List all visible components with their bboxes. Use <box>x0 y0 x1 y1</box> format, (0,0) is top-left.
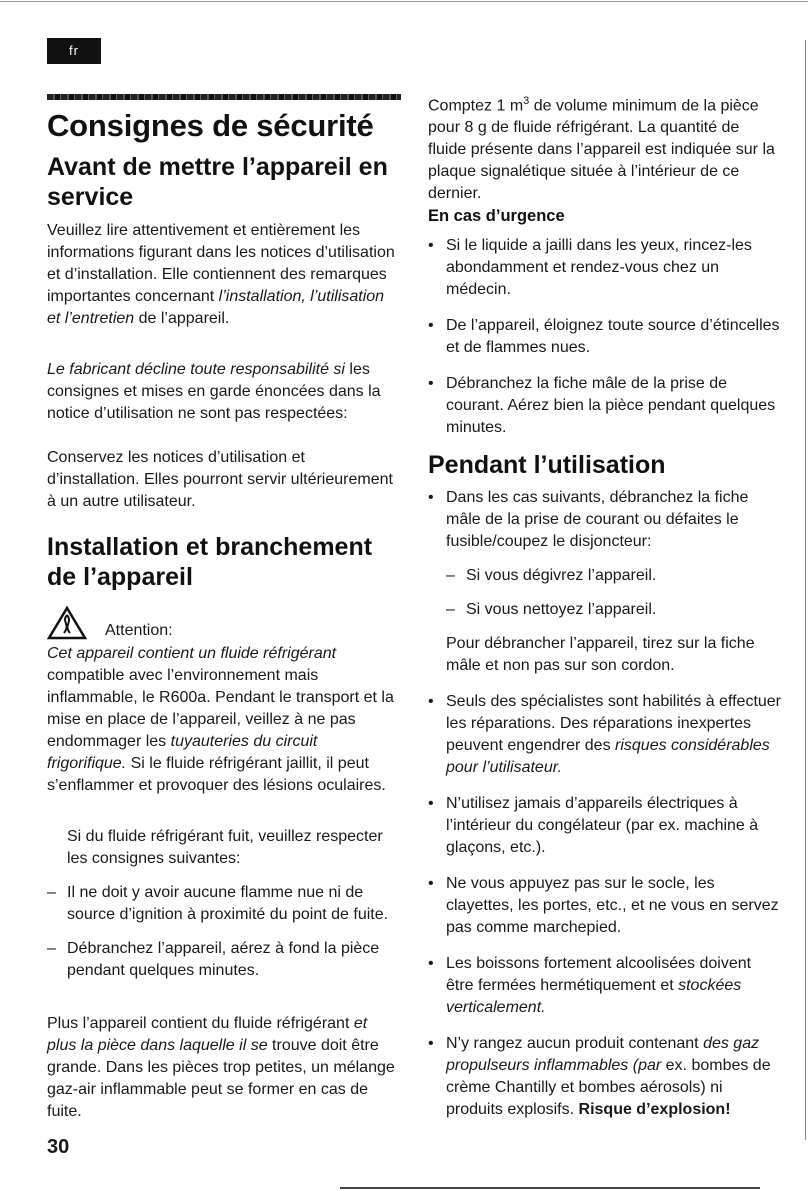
scan-edge-top <box>0 1 808 2</box>
list-item: • N’utilisez jamais d’appareils électriques à l’intérieur du congélateur (par ex. machine à glaçons, etc.). <box>428 793 782 859</box>
heading-emergency: En cas d’urgence <box>428 207 565 225</box>
unplug-note: Pour débrancher l’appareil, tirez sur la fiche mâle et non pas sur son cordon. <box>446 635 755 674</box>
emergency-list <box>428 235 782 453</box>
page-title: Consignes de sécurité <box>47 108 374 143</box>
liability-paragraph: Le fabricant décline toute responsabilité si les consignes et mises en garde énoncées dans la notice d’utilisation ne sont pas respectées: <box>47 361 381 422</box>
heading-before-use: Avant de mettre l’appareil en service <box>47 153 388 211</box>
volume-paragraph: Comptez 1 $m^3$ de volume minimum de la pièce pour 8 g de fluide réfrigérant. La quantité de fluide présente dans l’appareil est indiquée sur la plaque signalétique située à l’intérieur de ce dernier. <box>428 95 775 203</box>
intro-paragraph: Veuillez lire attentivement et entièrement les informations figurant dans les notices d’utilisation et d’installation. Elle contiennent des remarques importantes concernant l’installation, l’utilisation et l’entretien de l’appareil. <box>47 222 395 327</box>
list-item: – Si vous dégivrez l’appareil. <box>446 565 782 587</box>
scan-edge-right <box>805 40 806 1140</box>
unplug-cases <box>446 565 782 621</box>
list-item: • Les boissons fortement alcoolisées doivent être fermées hermétiquement et stockées verticalement. <box>428 953 782 1019</box>
list-item: – Si vous nettoyez l’appareil. <box>446 599 782 621</box>
keep-notices-paragraph: Conservez les notices d’utilisation et d’installation. Elles pourront servir ultérieurement à un autre utilisateur. <box>47 449 393 510</box>
list-item: • De l’appareil, éloignez toute source d’étincelles et de flammes nues. <box>428 315 782 359</box>
leak-instructions <box>47 882 397 994</box>
header-rule <box>47 94 401 100</box>
list-item: • N’y rangez aucun produit contenant des gaz propulseurs inflammables (par ex. bombes de crème Chantilly et bombes aérosols) ni produits explosifs. Risque d’explosion! <box>428 1033 782 1121</box>
list-item: – Il ne doit y avoir aucune flamme nue ni de source d’ignition à proximité du point de fuite. <box>47 882 397 926</box>
list-item: • Si le liquide a jailli dans les yeux, rincez-les abondamment et rendez-vous chez un médecin. <box>428 235 782 301</box>
list-item: • Seuls des spécialistes sont habilités à effectuer les réparations. Des réparations inexpertes peuvent engendrer des risques considérables pour l’utilisateur. <box>428 691 782 779</box>
list-item: • Ne vous appuyez pas sur le socle, les clayettes, les portes, etc., et ne vous en servez pas comme marchepied. <box>428 873 782 939</box>
refrigerant-warning: Cet appareil contient un fluide réfrigérant compatible avec l’environnement mais inflammable, le R600a. Pendant le transport et la mise en place de l’appareil, veillez à ne pas endommager les tuyauteries du circuit frigorifique. Si le fluide réfrigérant jaillit, il peut s’enflammer et provoquer des lésions oculaires. <box>47 645 394 794</box>
leak-intro: Si du fluide réfrigérant fuit, veuillez respecter les consignes suivantes: <box>67 828 383 867</box>
scan-edge-bottom <box>340 1187 760 1189</box>
language-tab: fr <box>47 38 101 64</box>
warning-triangle-icon <box>47 606 87 640</box>
attention-row <box>47 606 173 640</box>
list-item: – Débranchez l’appareil, aérez à fond la pièce pendant quelques minutes. <box>47 938 397 982</box>
room-size-paragraph: Plus l’appareil contient du fluide réfrigérant et plus la pièce dans laquelle il se trouve doit être grande. Dans les pièces trop petites, un mélange gaz-air inflammable peut se former en cas de fuite. <box>47 1015 395 1120</box>
heading-installation: Installation et branchement de l’appareil <box>47 533 373 591</box>
attention-label: Attention: <box>105 622 173 639</box>
heading-during-use: Pendant l’utilisation <box>428 451 666 479</box>
page-number: 30 <box>47 1136 70 1158</box>
usage-list <box>428 487 782 1135</box>
list-item: • Dans les cas suivants, débranchez la fiche mâle de la prise de courant ou défaites le fusible/coupez le disjoncteur: – Si vous dégivrez l’appareil. – Si vous nettoyez l’appareil. Pour débrancher l’appareil, tirez sur la fiche mâle et non pas sur son cordon. <box>428 487 782 677</box>
list-item: • Débranchez la fiche mâle de la prise de courant. Aérez bien la pièce pendant quelques minutes. <box>428 373 782 439</box>
